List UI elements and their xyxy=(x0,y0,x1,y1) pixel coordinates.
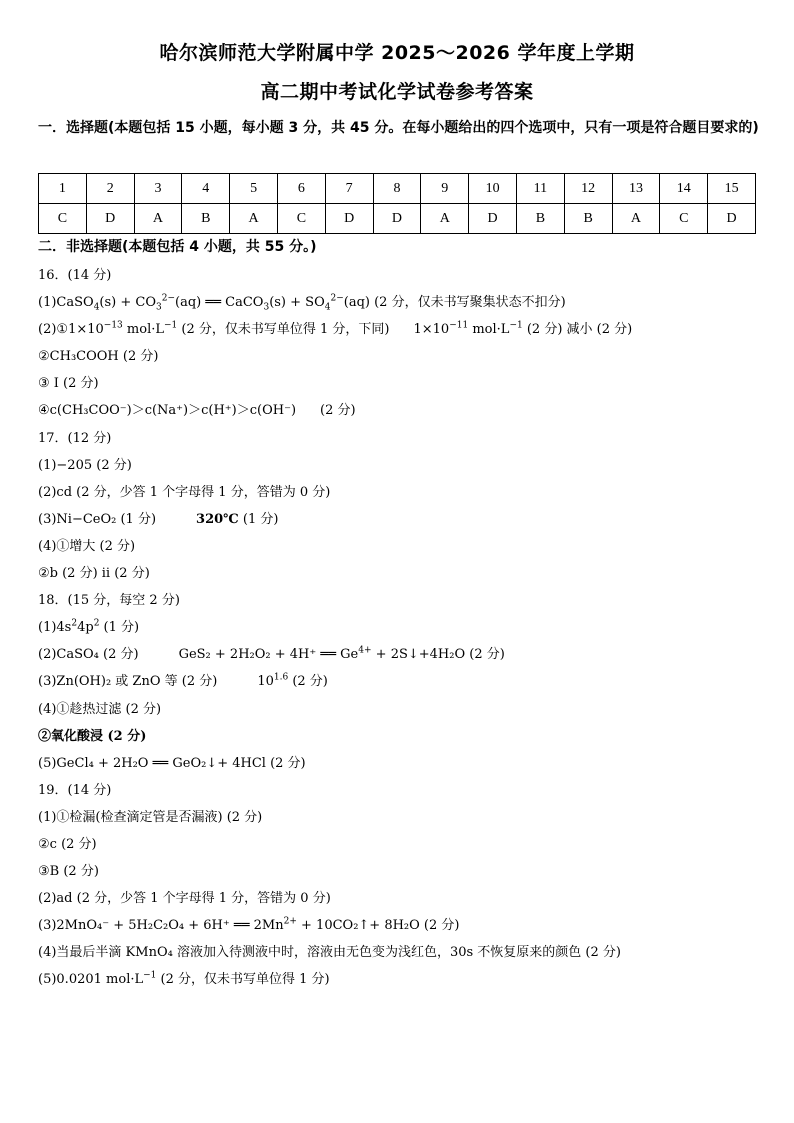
table-cell: D xyxy=(86,204,134,234)
table-cell: 12 xyxy=(564,174,612,204)
table-cell: C xyxy=(660,204,708,234)
table-cell: 13 xyxy=(612,174,660,204)
table-cell: B xyxy=(564,204,612,234)
answer-line: (4)①增大 (2 分) xyxy=(38,538,136,554)
question-number-row xyxy=(39,174,756,204)
table-cell: D xyxy=(708,204,756,234)
table-cell: 2 xyxy=(86,174,134,204)
answer-line: (5)GeCl₄ + 2H₂O ══ GeO₂↓+ 4HCl (2 分) xyxy=(38,755,306,771)
section-2-heading: 二．非选择题(本题包括 4 小题，共 55 分。) xyxy=(38,239,317,255)
table-cell: 10 xyxy=(469,174,517,204)
table-cell: 6 xyxy=(277,174,325,204)
answer-line: (2)CaSO₄ (2 分) GeS₂ + 2H₂O₂ + 4H⁺ ══ $Ge^{4+}$ + 2S↓+4H₂O (2 分) xyxy=(38,645,505,663)
answer-line: ③B (2 分) xyxy=(38,864,99,880)
table-cell: D xyxy=(469,204,517,234)
question-17-header: 17．(12 分) xyxy=(38,430,112,446)
answer-line: ④c(CH₃COO⁻)＞c(Na⁺)＞c(H⁺)＞c(OH⁻) (2 分) xyxy=(38,403,356,419)
table-cell: D xyxy=(373,204,421,234)
table-cell: D xyxy=(325,204,373,234)
table-cell: 8 xyxy=(373,174,421,204)
table-cell: 14 xyxy=(660,174,708,204)
question-18-header: 18．(15 分，每空 2 分) xyxy=(38,593,180,609)
table-cell: 9 xyxy=(421,174,469,204)
table-cell: 15 xyxy=(708,174,756,204)
table-cell: 5 xyxy=(230,174,278,204)
answer-line: (2)ad (2 分，少答 1 个字母得 1 分，答错为 0 分) xyxy=(38,891,331,907)
table-cell: 11 xyxy=(516,174,564,204)
table-cell: 7 xyxy=(325,174,373,204)
answer-line: (3)2MnO₄⁻ + 5H₂C₂O₄ + 6H⁺ ══ $2Mn^{2+}$ + 10CO₂↑+ 8H₂O (2 分) xyxy=(38,916,460,934)
document-subtitle: 高二期中考试化学试卷参考答案 xyxy=(260,81,534,103)
answer-line: (1)−205 (2 分) xyxy=(38,457,132,473)
answer-line: ②c (2 分) xyxy=(38,836,97,852)
answer-line: (4)当最后半滴 KMnO₄ 溶液加入待测液中时，溶液由无色变为浅红色，30s 不恢复原来的颜色 (2 分) xyxy=(38,945,621,961)
answer-line: $(1)4s^24p^2$ (1 分) xyxy=(38,618,140,636)
answer-line: ②氧化酸浸 (2 分) xyxy=(38,728,147,744)
table-cell: B xyxy=(182,204,230,234)
answer-line: $(2)①1\times 10^{-13}$ $mol\cdot L^{-1}$ (2 分，仅未书写单位得 1 分，下同) $1\times 10^{-11}$ $mol\cdot L^{-1}$ (2 分) 减小 (2 分) xyxy=(38,320,633,338)
table-cell: A xyxy=(230,204,278,234)
answer-line: (1)①检漏(检查滴定管是否漏液) (2 分) xyxy=(38,809,263,825)
answer-line: (3)Zn(OH)₂ 或 ZnO 等 (2 分) $10^{1.6}$ (2 分) xyxy=(38,673,328,690)
answer-line: ②b (2 分) ⅱ (2 分) xyxy=(38,566,150,582)
table-cell: 3 xyxy=(134,174,182,204)
question-16-header: 16．(14 分) xyxy=(38,268,112,283)
answer-lines xyxy=(38,262,762,994)
section-1-heading: 一．选择题(本题包括 15 小题，每小题 3 分，共 45 分。在每小题给出的四个选项中，只有一项是符合题目要求的) xyxy=(38,120,759,136)
answer-row xyxy=(39,204,756,234)
question-19-header: 19．(14 分) xyxy=(38,782,112,798)
table-cell: A xyxy=(612,204,660,234)
answer-line: ③ Ⅰ (2 分) xyxy=(38,376,99,392)
choice-answer-table xyxy=(38,173,756,234)
answer-line: (5)0.0201 $mol\cdot L^{-1}$ (2 分，仅未书写单位得 1 分) xyxy=(38,971,330,988)
document-title: 哈尔滨师范大学附属中学 2025～2026 学年度上学期 xyxy=(159,42,635,64)
answer-line: (3)Ni−CeO₂ (1 分) 320℃ (1 分) xyxy=(38,511,279,527)
table-cell: B xyxy=(516,204,564,234)
answer-line: ②CH₃COOH (2 分) xyxy=(38,349,159,365)
table-cell: A xyxy=(421,204,469,234)
table-cell: 1 xyxy=(39,174,87,204)
answer-line: (2)cd (2 分，少答 1 个字母得 1 分，答错为 0 分) xyxy=(38,484,331,500)
answer-line: (1)CaSO$_4$(s) + $CO_3^{2-}(aq)$ ══ CaCO$_3$(s) + $SO_4^{2-}(aq)$ (2 分，仅未书写聚集状态不扣分) xyxy=(38,293,566,313)
table-cell: C xyxy=(277,204,325,234)
table-cell: 4 xyxy=(182,174,230,204)
table-cell: C xyxy=(39,204,87,234)
table-cell: A xyxy=(134,204,182,234)
answer-line: (4)①趁热过滤 (2 分) xyxy=(38,701,162,717)
